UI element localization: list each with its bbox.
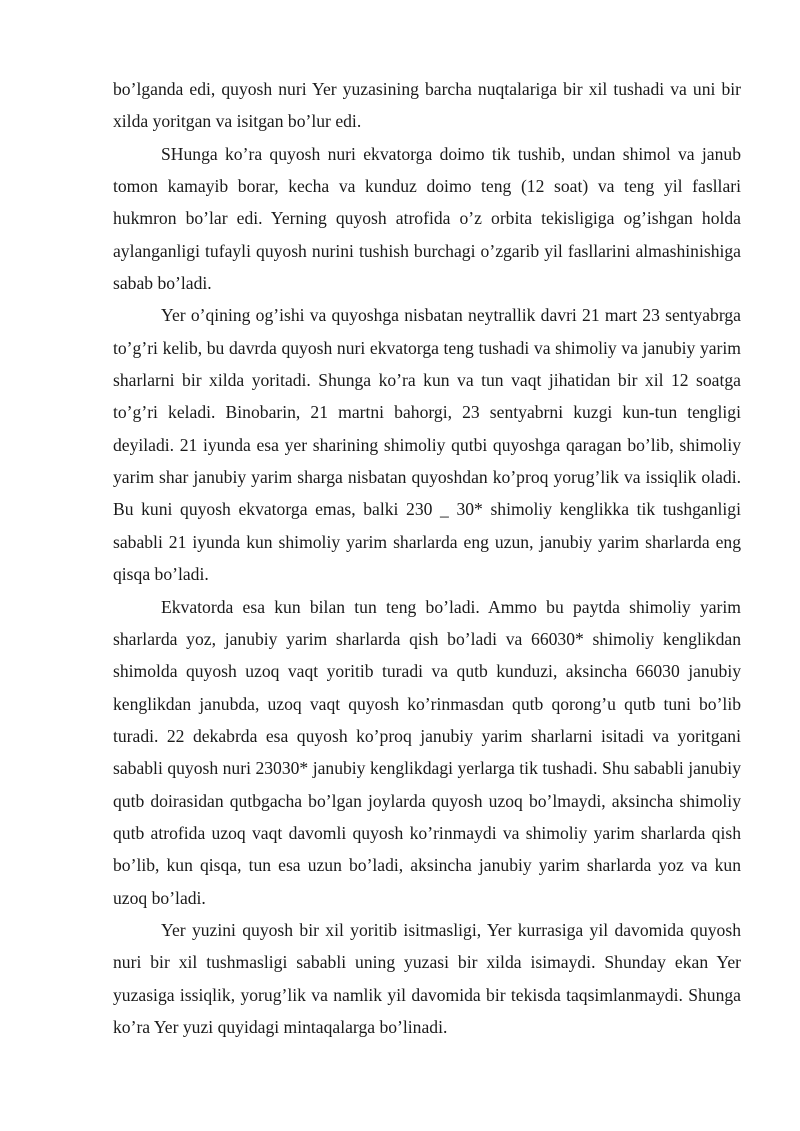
paragraph-seasons: SHunga ko’ra quyosh nuri ekvatorga doimo tik tushib, undan shimol va janub tomon kamayib borar, kecha va kunduz doimo teng (12 soat) va teng yil fasllari hukmron bo’lar edi. Yerning quyosh atrofida o’z orbita tekisligiga og’ishgan holda aylanganligi tufayli quyosh nurini tushish burchagi o’zgarib yil fasllarini almashinishiga sabab bo’ladi. <box>113 143 741 294</box>
paragraph-zones: Yer yuzini quyosh bir xil yoritib isitmasligi, Yer kurrasiga yil davomida quyosh nuri bir xil tushmasligi sababli uning yuzasi bir xilda isimaydi. Shunday ekan Yer yuzasiga issiqlik, yorug’lik va namlik yil davomida bir tekisda taqsimlanmaydi. Shunga ko’ra Yer yuzi quyidagi mintaqalarga bo’linadi. <box>113 919 741 1037</box>
paragraph-equinox: Yer o’qining og’ishi va quyoshga nisbatan neytrallik davri 21 mart 23 sentyabrga to’g’ri kelib, bu davrda quyosh nuri ekvatorga teng tushadi va shimoliy va janubiy yarim sharlarni bir xilda yoritadi. Shunga ko’ra kun va tun vaqt jihatidan bir xil 12 soatga to’g’ri keladi. Binobarin, 21 martni bahorgi, 23 sentyabrni kuzgi kun-tun tengligi deyiladi. 21 iyunda esa yer sharining shimoliy qutbi quyoshga qaragan bo’lib, shimoliy yarim shar janubiy yarim sharga nisbatan quyoshdan ko’proq yorug’lik va issiqlik oladi. Bu kuni quyosh ekvatorga emas, balki 230 _ 30* shimoliy kenglikka tik tushganligi sababli 21 iyunda kun shimoliy yarim sharlarda eng uzun, janubiy yarim sharlarda eng qisqa bo’ladi. <box>113 305 741 585</box>
paragraph-solstice: Ekvatorda esa kun bilan tun teng bo’ladi. Ammo bu paytda shimoliy yarim sharlarda yoz, janubiy yarim sharlarda qish bo’ladi va 66030* shimoliy kenglikdan shimolda quyosh uzoq vaqt yoritib turadi va qutb kunduzi, aksincha 66030 janubiy kenglikdan janubda, uzoq vaqt quyosh ko’rinmasdan qutb qorong’u qutb tuni bo’lib turadi. 22 dekabrda esa quyosh ko’proq janubiy yarim sharlarni isitadi va yoritgani sababli quyosh nuri 23030* janubiy kenglikdagi yerlarga tik tushadi. Shu sababli janubiy qutb doirasidan qutbgacha bo’lgan joylarda quyosh uzoq bo’lmaydi, aksincha shimoliy qutb atrofida uzoq vaqt davomli quyosh ko’rinmaydi va shimoliy yarim sharlarda qish bo’lib, kun qisqa, tun esa uzun bo’ladi, aksincha janubiy yarim sharlarda yoz va kun uzoq bo’ladi. <box>113 596 741 908</box>
paragraph-continuation: bo’lganda edi, quyosh nuri Yer yuzasining barcha nuqtalariga bir xil tushadi va uni bir xilda yoritgan va isitgan bo’lur edi. <box>113 79 741 132</box>
document-page <box>113 73 741 1043</box>
